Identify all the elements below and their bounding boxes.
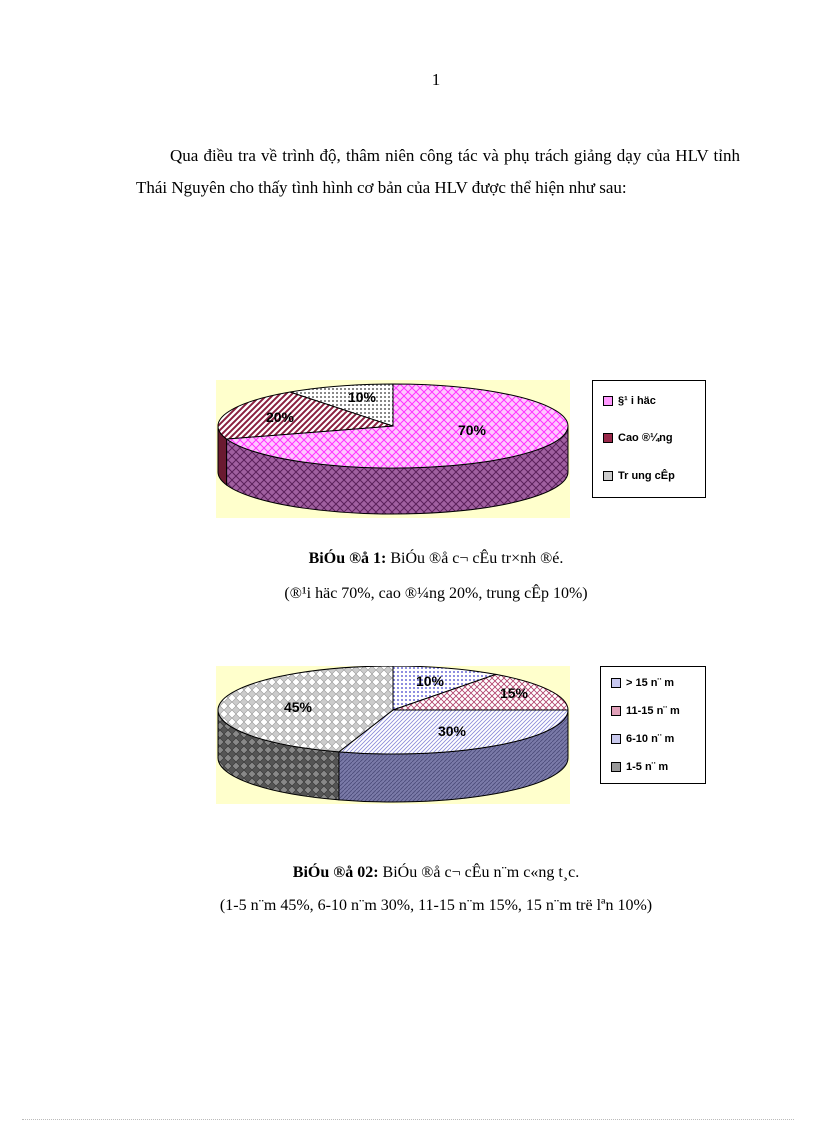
legend-swatch-icon [603,471,613,481]
legend-swatch-icon [603,433,613,443]
caption-text: BiÓu ®å c¬ cÊu tr×nh ®é. [390,550,564,567]
pie-data-label: 30% [437,723,467,739]
pie-data-label: 20% [265,409,295,425]
chart-2-plot [216,666,570,804]
legend-swatch-icon [603,396,613,406]
chart-2-legend [600,666,706,784]
legend-item [611,733,674,745]
chart-2 [216,666,570,804]
legend-swatch-icon [611,762,621,772]
pie-data-label: 10% [347,389,377,405]
legend-swatch-icon [611,706,621,716]
legend-item [603,432,673,444]
pie-data-label: 15% [499,685,529,701]
legend-item [611,705,680,717]
legend-item [611,761,668,773]
legend-label: §¹ i häc [618,395,656,407]
legend-label: Tr ung cÊp [618,470,675,482]
caption-label: BiÓu ®å 1: [308,550,387,567]
caption-label: BiÓu ®å 02: [292,864,379,881]
chart-1-caption [0,550,816,568]
caption-text: BiÓu ®å c¬ cÊu n¨m c«ng t¸c. [382,864,580,881]
chart-1-legend [592,380,706,498]
chart-1-plot [216,380,570,518]
legend-item [611,677,674,689]
intro-paragraph: Qua điều tra về trình độ, thâm niên công tác và phụ trách giảng dạy của HLV tỉnh Thái Nguyên cho thấy tình hình cơ bản của HLV được thể hiện như sau: [136,146,740,197]
legend-label: Cao ®¼ng [618,432,673,444]
legend-label: 11-15 n¨ m [626,705,680,717]
legend-swatch-icon [611,678,621,688]
legend-item [603,470,675,482]
legend-label: 1-5 n¨ m [626,761,669,773]
legend-item [603,395,656,407]
pie-data-label: 10% [415,673,445,689]
chart-1 [216,380,570,518]
pie-data-label: 70% [457,422,487,438]
chart-1-subcaption: (®¹i häc 70%, cao ®¼ng 20%, trung cÊp 10%) [284,585,588,602]
page-bottom-rule [22,1119,794,1120]
legend-label: > 15 n¨ m [626,677,674,689]
legend-swatch-icon [611,734,621,744]
chart-2-subcaption: (1-5 n¨m 45%, 6-10 n¨m 30%, 11-15 n¨m 15%, 15 n¨m trë lªn 10%) [219,897,653,914]
legend-label: 6-10 n¨ m [626,733,675,745]
chart-2-caption [0,864,816,882]
page-number: 1 [431,70,441,89]
pie-data-label: 45% [283,699,313,715]
